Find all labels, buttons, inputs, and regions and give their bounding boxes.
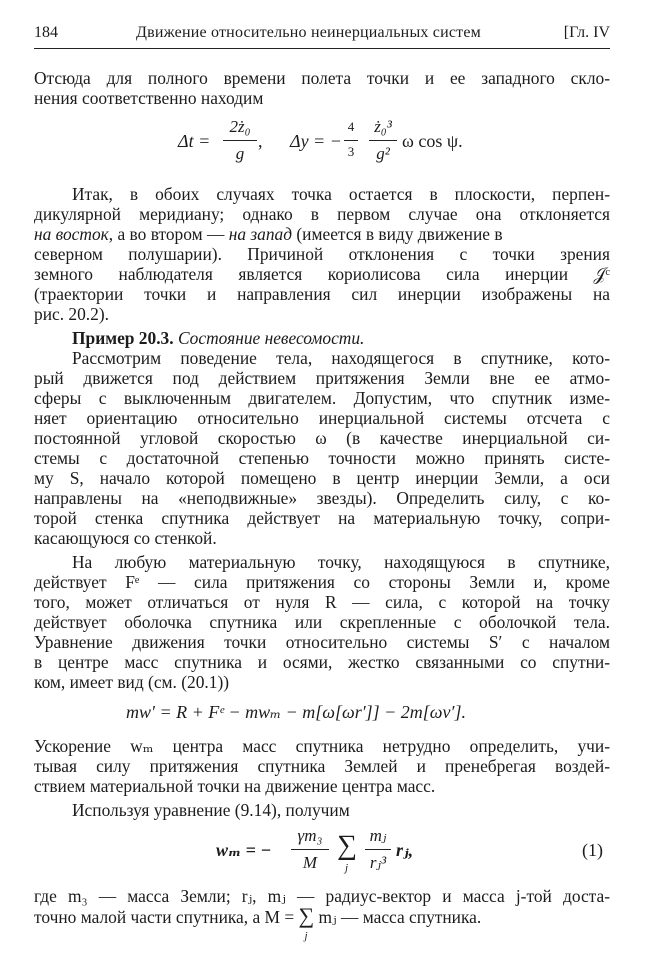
- eq3-den2: rⱼ³: [369, 853, 387, 872]
- running-header: [34, 20, 610, 49]
- eq1-fraction-bar: [344, 140, 358, 141]
- text-line: На любую материальную точку, находящуюся в спутнике,: [72, 552, 610, 572]
- text-span: (имеется в виду движение в: [292, 224, 503, 244]
- text-line: в центре масс спутника и осями, жестко связанными со спутни-: [34, 652, 610, 672]
- text-line: стемы с достаточной степенью точности можно принять систе-: [34, 448, 610, 468]
- eq1-den1: g: [235, 144, 245, 163]
- text-line: где m₃ — масса Земли; rⱼ, mⱼ — радиус-вектор и масса j-той доста-: [34, 886, 610, 906]
- italic-west: на запад: [228, 224, 293, 244]
- equation-number: (1): [582, 840, 603, 860]
- eq3-fraction-bar: [291, 849, 329, 850]
- eq3-num1: γm₃: [297, 826, 323, 845]
- eq1-den2: 3: [347, 144, 355, 159]
- text-line: [34, 903, 610, 942]
- eq3-lhs: wₘ = −: [216, 840, 272, 860]
- text-line: рис. 20.2).: [34, 304, 109, 324]
- text-line: действует оболочка спутника или скрепленные с оболочкой тела.: [34, 612, 610, 632]
- running-title: Движение относительно неинерциальных систем: [136, 24, 481, 41]
- eq1-dy: Δy = −: [290, 131, 342, 151]
- eq1-tail: ω cos ψ.: [402, 131, 463, 151]
- text-line: няет ориентацию относительно инерциальной системы отсчета с: [34, 408, 610, 428]
- eq3-tail: rⱼ,: [396, 840, 414, 860]
- eq1-num3: ż₀³: [374, 117, 392, 136]
- eq3-fraction-bar: [365, 849, 391, 850]
- sum-block: [298, 903, 319, 942]
- text-line: северном полушарии). Причиной отклонения с точки зрения: [34, 244, 610, 264]
- chapter-marker: [Гл. IV: [563, 24, 610, 41]
- text-line: торой стенка спутника действует на материальную точку, сопри-: [34, 508, 610, 528]
- text-line: Итак, в обоих случаях точка остается в плоскости, перпен-: [72, 184, 610, 204]
- text-line: земного наблюдателя является кориолисова сила инерции 𝒥ᶜ: [34, 264, 610, 284]
- eq3-den1: M: [302, 853, 318, 872]
- italic-east: на восток: [34, 224, 109, 244]
- text-line: Ускорение wₘ центра масс спутника нетрудно определить, учи-: [34, 736, 610, 756]
- example-label: Пример 20.3.: [72, 328, 174, 348]
- text-line: нения соответственно находим: [34, 88, 264, 108]
- text-line: направлены на «неподвижные» звезды). Определить силу, с ко-: [34, 488, 610, 508]
- text-line: постоянной угловой скоростью ω (в качестве инерциальной си-: [34, 428, 610, 448]
- eq1-comma: ,: [258, 131, 263, 151]
- text-line: ком, имеет вид (см. (20.1)): [34, 672, 230, 692]
- eq1-num2: 4: [347, 119, 355, 134]
- eq1-num1: 2ż₀: [229, 117, 251, 136]
- text-line: (траектории точки и направления сил инерции изображены на: [34, 284, 610, 304]
- text-line: Рассмотрим поведение тела, находящегося в спутнике, кото-: [72, 348, 610, 368]
- text-line: Уравнение движения точки относительно системы S′ с началом: [34, 632, 610, 652]
- text-line: Отсюда для полного времени полета точки и ее западного скло-: [34, 68, 610, 88]
- eq3-num2: mⱼ: [369, 826, 387, 845]
- text-line: того, может отличаться от нуля R — сила, с которой на точку: [34, 592, 610, 612]
- text-line: касающуюся со стенкой.: [34, 528, 217, 548]
- text-line: действует Fᵉ — сила притяжения со стороны Земли и, кроме: [34, 572, 610, 592]
- text-line: дикулярной меридиану; однако в первом случае она отклоняется: [34, 204, 610, 224]
- eq3-sum-index: j: [345, 862, 349, 874]
- text-span: точно малой части спутника, а M =: [34, 907, 299, 927]
- eq1-fraction-bar: [223, 140, 257, 141]
- text-line: му S, начало которой помещено в центр инерции Земли, а оси: [34, 468, 610, 488]
- text-span: , а во втором —: [108, 224, 229, 244]
- text-line: ствием материальной точки на движение центра масс.: [34, 776, 436, 796]
- text-line: тывая силу притяжения спутника Землей и пренебрегая воздей-: [34, 756, 610, 776]
- text-line: [34, 224, 610, 244]
- sum-icon: ∑: [337, 830, 357, 861]
- text-span: mⱼ — масса спутника.: [318, 907, 482, 927]
- sum-icon: ∑: [298, 903, 315, 928]
- text-line: Используя уравнение (9.14), получим: [72, 800, 350, 820]
- text-line: рый движется под действием притяжения Земли вне ее атмо-: [34, 368, 610, 388]
- eq1-dt: Δt =: [178, 131, 211, 151]
- eq1-fraction-bar: [369, 140, 397, 141]
- text-line: сферы с выключенным двигателем. Допустим, что спутник изме-: [34, 388, 610, 408]
- example-heading: [72, 328, 610, 348]
- equation-motion: mw′ = R + Fᵉ − mwₘ − m[ω[ωr′]] − 2m[ωv′].: [126, 702, 466, 722]
- page-number: 184: [34, 24, 58, 41]
- eq1-den3: g²: [376, 144, 390, 163]
- example-title: Состояние невесомости.: [177, 328, 365, 348]
- sum-index: j: [304, 930, 308, 942]
